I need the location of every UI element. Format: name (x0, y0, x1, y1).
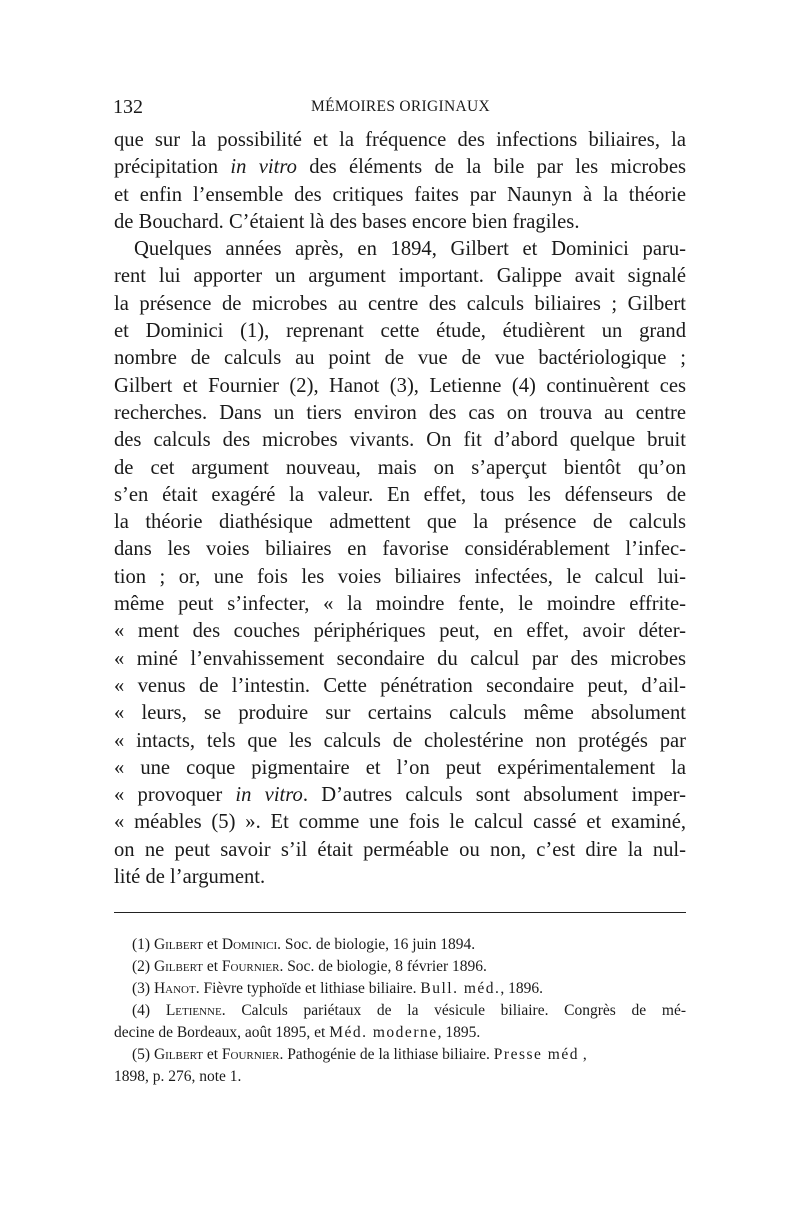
footnote-5: (5) Gilbert et Fournier. Pathogénie de la lithiase biliaire. Presse méd , (132, 1046, 587, 1063)
text-line: « provoquer in vitro. D’autres calculs sont absolument imper- (114, 784, 686, 807)
footnote-4: (4) Letienne. Calculs pariétaux de la vésicule biliaire. Congrès de mé- (132, 1002, 687, 1019)
text-line: de Bouchard. C’étaient là des bases encore bien fragiles. (114, 210, 580, 233)
text-line: lité de l’argument. (114, 866, 266, 889)
text-line: la théorie diathésique admettent que la présence de calculs (114, 511, 686, 534)
text-line: rent lui apporter un argument important. Galippe avait signalé (114, 265, 686, 288)
text-line: dans les voies biliaires en favorise considérablement l’infec- (114, 538, 686, 561)
text-line: « miné l’envahissement secondaire du calcul par des microbes (114, 647, 686, 670)
text-line: précipitation in vitro des éléments de la bile par les microbes (114, 156, 686, 179)
text-line: recherches. Dans un tiers environ des cas on trouva au centre (114, 401, 686, 424)
text-line: « intacts, tels que les calculs de cholestérine non protégés par (114, 729, 686, 752)
text-line: « ment des couches périphériques peut, en effet, avoir déter- (114, 620, 686, 643)
footnote-4-cont: decine de Bordeaux, août 1895, et Méd. moderne, 1895. (114, 1024, 481, 1041)
footnote-2: (2) Gilbert et Fournier. Soc. de biologie, 8 février 1896. (132, 958, 487, 975)
text-line: « une coque pigmentaire et l’on peut expérimentalement la (114, 756, 686, 779)
text-line: « venus de l’intestin. Cette pénétration secondaire peut, d’ail- (114, 674, 686, 697)
footnote-3: (3) Hanot. Fièvre typhoïde et lithiase biliaire. Bull. méd., 1896. (132, 980, 544, 997)
text-line: même peut s’infecter, « la moindre fente, le moindre effrite- (114, 593, 686, 616)
footnote-5-cont: 1898, p. 276, note 1. (114, 1068, 242, 1085)
main-text (114, 127, 686, 891)
text-line: Gilbert et Fournier (2), Hanot (3), Letienne (4) continuèrent ces (114, 374, 686, 397)
page-number: 132 (113, 96, 143, 118)
text-line: tion ; or, une fois les voies biliaires infectées, le calcul lui- (114, 565, 686, 588)
text-line: de cet argument nouveau, mais on s’aperçut bientôt qu’on (114, 456, 686, 479)
italic-phrase: in vitro (235, 784, 303, 807)
text-line: nombre de calculs au point de vue de vue bactériologique ; (114, 347, 686, 370)
text-line: et enfin l’ensemble des critiques faites par Naunyn à la théorie (114, 183, 686, 206)
text-line: Quelques années après, en 1894, Gilbert et Dominici paru- (134, 238, 686, 261)
footnote-1: (1) Gilbert et Dominici. Soc. de biologie, 16 juin 1894. (132, 936, 476, 953)
page-header (113, 96, 688, 120)
italic-phrase: in vitro (230, 156, 297, 179)
text-line: « leurs, se produire sur certains calculs même absolument (114, 702, 686, 725)
text-line: la présence de microbes au centre des calculs biliaires ; Gilbert (114, 292, 686, 315)
text-line: s’en était exagéré la valeur. En effet, tous les défenseurs de (114, 483, 686, 506)
text-line: « méables (5) ». Et comme une fois le calcul cassé et examiné, (114, 811, 686, 834)
text-line: que sur la possibilité et la fréquence des infections biliaires, la (114, 129, 686, 151)
text-line: on ne peut savoir s’il était perméable ou non, c’est dire la nul- (114, 838, 686, 861)
running-head: MÉMOIRES ORIGINAUX (311, 98, 490, 115)
footnote-rule (114, 912, 686, 913)
text-line: des calculs des microbes vivants. On fit d’abord quelque bruit (114, 429, 686, 452)
footnotes (114, 934, 686, 1088)
text-line: et Dominici (1), reprenant cette étude, étudièrent un grand (114, 320, 686, 343)
